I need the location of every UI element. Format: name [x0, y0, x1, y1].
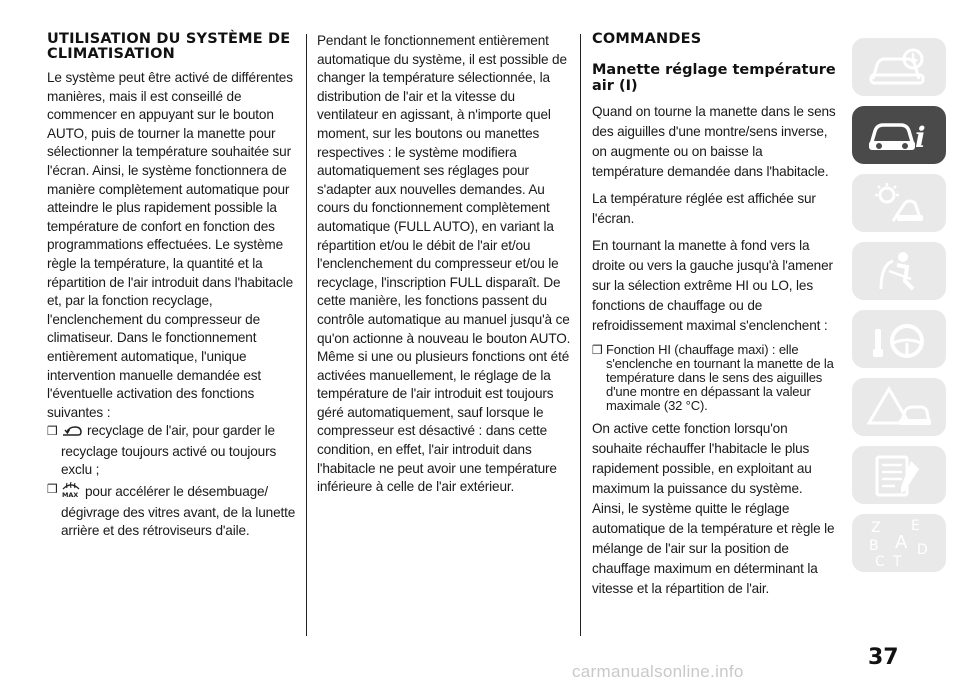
bullet-marker: ❒	[592, 343, 603, 357]
warning-triangle-car-icon	[867, 385, 931, 429]
paragraph: Quand on tourne la manette dans le sens des aiguilles d'une montre/sens inverse, on augmente ou on baisse la température demandée dans l'habitacle.	[592, 104, 836, 179]
tab-alphabetical-index[interactable]	[852, 514, 946, 572]
lights-warning-icon	[867, 181, 931, 225]
index-letter: E	[911, 518, 920, 534]
index-letter: T	[893, 554, 902, 568]
section-heading: COMMANDES	[592, 31, 702, 47]
airbag-safety-icon	[867, 249, 931, 293]
bullet-max-defrost	[47, 480, 297, 541]
column-3	[592, 32, 837, 606]
intro-paragraph: Le système peut être activé de différentes manières, mais il est conseillé de commencer en appuyant sur le bouton AUTO, puis de tourner la manette pour sélectionner la température souhaitée sur l'écran. Ainsi, le système fonctionnera de manière complètement automatique pour atteindre le plus rapidement possible la température de confort en fonction des programmations effectuées. Le système règle la température, la quantité et la répartition de l'air introduit dans l'habitacle et, par la fonction recyclage, l'enclenchement du compresseur de climatiseur. Dans le fonctionnement entièrement automatique, l'unique intervention manuelle demandée est l'éventuelle activation des fonctions suivantes :	[47, 70, 293, 420]
paragraph-full-auto: Pendant le fonctionnement entièrement automatique du système, il est possible de changer la température sélectionnée, la distribution de l'air et la vitesse du ventilateur en agissant, à n'importe quel moment, sur les boutons ou manettes respectives : le système modifiera automatiquement ses réglages pour s'adapter aux nouvelles demandes. Au cours du fonctionnement complètement automatique (FULL AUTO), en variant la répartition et/ou le débit de l'air et/ou l'enclenchement du compresseur et/ou le recyclage, l'inscription FULL disparaît. De cette manière, les fonctions passent du contrôle automatique au manuel jusqu'à ce qu'on actionne à nouveau le bouton AUTO. Même si une ou plusieurs fonctions ont été activées manuellement, le réglage de la température de l'air introduit est toujours géré automatiquement, sauf lorsque le compresseur est désactivé : dans cette condition, en effet, l'air introduit dans l'habitacle ne peut avoir une température inférieure à celle de l'air extérieur.	[317, 33, 571, 495]
bullet-marker: ❒	[47, 424, 58, 439]
index-letter: C	[875, 554, 885, 568]
alphabetical-index-icon	[867, 518, 931, 568]
paragraph: La température réglée est affichée sur l'écran.	[592, 191, 816, 226]
recirculation-icon	[61, 424, 83, 443]
tab-car-dashboard[interactable]	[852, 38, 946, 96]
column-divider	[580, 34, 581, 636]
paragraph: En tournant la manette à fond vers la droite ou vers la gauche jusqu'à l'amener sur la sélection extrême HI ou LO, les fonctions de chauffage ou de refroidissement maximal s'enclenchent :	[592, 238, 833, 333]
tab-airbag-safety[interactable]	[852, 242, 946, 300]
index-letter: Z	[871, 520, 881, 536]
column-2	[317, 32, 572, 497]
bullet-recirculation	[47, 422, 297, 480]
bullet-text: recyclage de l'air, pour garder le recyclage toujours activé ou toujours exclu ;	[61, 423, 277, 478]
paragraph: On active cette fonction lorsqu'on souhaite réchauffer l'habitacle le plus rapidement possible, en exploitant au maximum la puissance du système. Ainsi, le système quitte le réglage automatique de la température et règle le mélange de l'air sur la position de chauffage maximum en déterminant la vitesse et la répartition de l'air.	[592, 421, 835, 596]
bullet-marker: ❒	[47, 482, 58, 497]
bullet-hi-function	[592, 343, 837, 413]
index-letter: A	[895, 532, 908, 553]
car-info-icon	[867, 113, 931, 157]
tab-lights-warning[interactable]	[852, 174, 946, 232]
column-divider	[306, 34, 307, 636]
watermark: carmanualsonline.info	[572, 662, 744, 681]
tab-maintenance-list[interactable]	[852, 446, 946, 504]
tab-car-info[interactable]	[852, 106, 946, 164]
bullet-text: pour accélérer le désembuage/ dégivrage des vitres avant, de la lunette arrière et des rétroviseurs d'aile.	[61, 484, 296, 539]
bullet-text: Fonction HI (chauffage maxi) : elle s'enclenche en tournant la manette de la température dans le sens des aiguilles d'une montre en dépassant la valeur maximale (32 °C).	[606, 342, 834, 413]
column-1	[47, 32, 297, 541]
page-number: 37	[868, 645, 899, 670]
section-heading: UTILISATION DU SYSTÈME DE CLIMATISATION	[47, 31, 291, 62]
svg-text:MAX: MAX	[62, 491, 79, 499]
max-defrost-icon	[61, 480, 81, 504]
subsection-heading: Manette réglage température air (I)	[592, 62, 836, 94]
tab-steering-key[interactable]	[852, 310, 946, 368]
tab-warning-triangle-car[interactable]	[852, 378, 946, 436]
maintenance-list-icon	[867, 453, 931, 497]
index-letter: D	[917, 542, 928, 558]
car-dashboard-icon	[867, 45, 931, 89]
svg-text:i: i	[915, 121, 926, 154]
steering-key-icon	[867, 317, 931, 361]
index-letter: B	[869, 538, 879, 554]
